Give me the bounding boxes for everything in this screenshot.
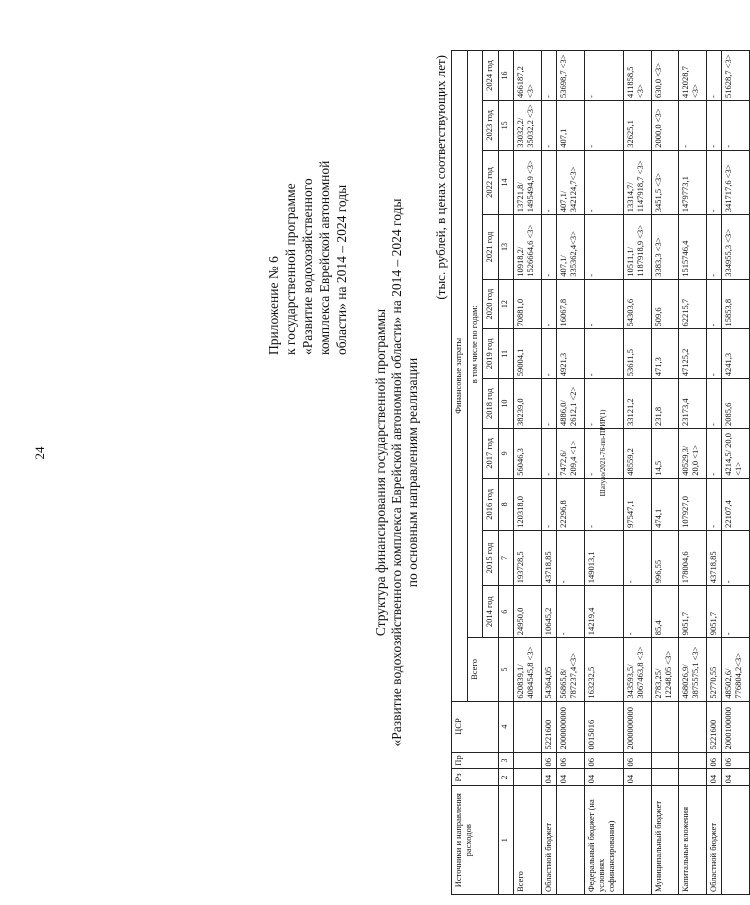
column-number: 15: [498, 101, 514, 151]
table-cell: -: [541, 279, 557, 329]
table-row: [651, 51, 679, 895]
row-label: [557, 786, 585, 895]
table-cell: 85,4: [651, 586, 679, 638]
appendix-line: Приложение № 6: [266, 256, 281, 355]
table-cell: 4921,3: [557, 329, 585, 379]
table-cell: 06: [584, 752, 623, 769]
column-number: 9: [498, 429, 514, 479]
table-cell: -: [706, 379, 722, 429]
table-cell: 33121,2: [624, 379, 652, 429]
table-cell: 22296,8: [557, 478, 585, 530]
table-cell: -: [584, 51, 623, 101]
title-line: «Развитие водохозяйственного комплекса Еврейской автономной области» на 2014 – 2024 годы: [389, 198, 404, 747]
table-cell: -: [541, 150, 557, 214]
appendix-block: [265, 55, 350, 355]
table-cell: -: [722, 530, 750, 585]
table-cell: 474,1: [651, 478, 679, 530]
header-pr: Пр: [452, 752, 499, 769]
table-cell: 04: [706, 769, 722, 786]
table-cell: [514, 752, 542, 769]
table-cell: 97547,1: [624, 478, 652, 530]
table-cell: 14219,4: [584, 586, 623, 638]
column-number: 7: [498, 530, 514, 585]
table-cell: -: [706, 429, 722, 479]
appendix-line: к государственной программе: [283, 183, 298, 355]
table-cell: 4886,0/ 2612,1 <2>: [557, 379, 585, 429]
table-cell: 56865,8/ 787237,4<3>: [557, 638, 585, 701]
table-cell: -: [557, 530, 585, 585]
table-cell: 407,1/ 342124,7<3>: [557, 150, 585, 214]
table-cell: 407,1: [557, 101, 585, 151]
table-cell: 53698,7 <3>: [557, 51, 585, 101]
table-cell: 16067,8: [557, 279, 585, 329]
table-cell: 468026,9/ 3875575,1 <3>: [679, 638, 707, 701]
table-cell: 5221600: [541, 701, 557, 752]
table-cell: 407,1/ 335362,4<3>: [557, 215, 585, 279]
table-cell: 22107,4: [722, 478, 750, 530]
column-number: 16: [498, 51, 514, 101]
appendix-line: «Развитие водохозяйственного: [300, 178, 315, 355]
appendix-line: комплекса Еврейской автономной: [317, 160, 332, 355]
table-cell: -: [584, 478, 623, 530]
title-line: Структура финансирования государственной программы: [373, 308, 388, 637]
table-cell: 2085,6: [722, 379, 750, 429]
table-cell: 40529,3/ 20,0 <1>: [679, 429, 707, 479]
table-cell: 10511,1/ 1187918,9 <3>: [624, 215, 652, 279]
column-number: 3: [498, 752, 514, 769]
table-cell: -: [584, 215, 623, 279]
table-cell: 13721,8/ 1495494,9 <3>: [514, 150, 542, 214]
table-cell: 0015016: [584, 701, 623, 752]
table-cell: -: [722, 101, 750, 151]
table-cell: -: [541, 51, 557, 101]
header-year: 2020 год: [483, 279, 499, 329]
unit-note: (тыс. рублей, в ценах соответствующих лет): [433, 55, 448, 300]
table-cell: -: [541, 429, 557, 479]
table-cell: 2783,25/ 12248,05 <3>: [651, 638, 679, 701]
column-number: 10: [498, 379, 514, 429]
table-cell: 70881,0: [514, 279, 542, 329]
header-year: 2015 год: [483, 530, 499, 585]
table-cell: 47125,2: [679, 329, 707, 379]
table-cell: 06: [706, 752, 722, 769]
table-row: [624, 51, 652, 895]
table-cell: 341717,6 <3>: [722, 150, 750, 214]
table-cell: 2000000000: [557, 701, 585, 752]
table-cell: 51628,7 <3>: [722, 51, 750, 101]
header-year: 2018 год: [483, 379, 499, 429]
table-cell: -: [706, 279, 722, 329]
column-number: 2: [498, 769, 514, 786]
table-cell: 04: [541, 769, 557, 786]
table-cell: 412028,7 <3>: [679, 51, 707, 101]
header-year: 2021 год: [483, 215, 499, 279]
header-year: 2024 год: [483, 51, 499, 101]
table-cell: [514, 769, 542, 786]
table-cell: 2000100000: [722, 701, 750, 752]
table-cell: [679, 701, 707, 752]
table-cell: [651, 701, 679, 752]
table-cell: 9051,7: [679, 586, 707, 638]
table-cell: -: [584, 279, 623, 329]
table-row: [514, 51, 542, 895]
table-cell: -: [722, 586, 750, 638]
table-row: [679, 51, 707, 895]
table-cell: 231,8: [651, 379, 679, 429]
table-cell: 411858,5 <3>: [624, 51, 652, 101]
row-label: Капитальные вложения: [679, 786, 707, 895]
column-number: 14: [498, 150, 514, 214]
table-cell: -: [541, 379, 557, 429]
table-cell: 06: [624, 752, 652, 769]
table-cell: 4241,3: [722, 329, 750, 379]
table-cell: 53611,5: [624, 329, 652, 379]
page-number: 24: [32, 446, 47, 460]
table-cell: 06: [557, 752, 585, 769]
table-cell: 509,6: [651, 279, 679, 329]
table-cell: 04: [624, 769, 652, 786]
table-cell: 43718,85: [706, 530, 722, 585]
table-cell: 120318,0: [514, 478, 542, 530]
table-cell: 59004,1: [514, 329, 542, 379]
header-incl: в том числе по годам:: [467, 51, 483, 638]
table-row: [706, 51, 722, 895]
row-label: Федеральный бюджет (на условиях софинансирования): [584, 786, 623, 895]
header-total: Всего: [467, 638, 498, 701]
table-cell: [651, 752, 679, 769]
table-cell: 107927,0: [679, 478, 707, 530]
table-cell: 48559,2: [624, 429, 652, 479]
table-cell: [651, 769, 679, 786]
column-numbers-row: [498, 51, 514, 895]
table-cell: 1479773,1: [679, 150, 707, 214]
table-cell: 7472,6/ 209,4 <1>: [557, 429, 585, 479]
table-cell: -: [584, 429, 623, 479]
table-cell: -: [679, 101, 707, 151]
table-cell: 14,5: [651, 429, 679, 479]
header-year: 2014 год: [483, 586, 499, 638]
table-cell: -: [706, 329, 722, 379]
column-number: 13: [498, 215, 514, 279]
row-label: Областной бюджет: [541, 786, 557, 895]
column-number: 12: [498, 279, 514, 329]
table-cell: -: [584, 150, 623, 214]
row-label: [722, 786, 750, 895]
table-cell: 3383,3 <3>: [651, 215, 679, 279]
header-csr: ЦСР: [452, 701, 499, 752]
table-cell: 3451,5 <3>: [651, 150, 679, 214]
table-cell: -: [624, 530, 652, 585]
table-cell: 62215,7: [679, 279, 707, 329]
footer-code: Шатуло/2021-76-пп-ПРИР(1): [599, 409, 607, 497]
column-number: 6: [498, 586, 514, 638]
column-number: 1: [498, 786, 514, 895]
table-cell: 5221600: [706, 701, 722, 752]
row-label: [624, 786, 652, 895]
table-cell: 56046,3: [514, 429, 542, 479]
header-source: Источники и направления расходов: [452, 786, 499, 895]
table-cell: -: [706, 215, 722, 279]
table-cell: 06: [722, 752, 750, 769]
table-cell: -: [584, 329, 623, 379]
table-cell: -: [624, 586, 652, 638]
header-year: 2019 год: [483, 329, 499, 379]
table-cell: 2000,0 <3>: [651, 101, 679, 151]
table-cell: -: [541, 478, 557, 530]
table-cell: 630,0 <3>: [651, 51, 679, 101]
header-year: 2017 год: [483, 429, 499, 479]
table-row: [722, 51, 750, 895]
title-line: по основным направлениям реализации: [405, 357, 420, 588]
header-fin: Финансовые затраты: [452, 51, 468, 702]
table-cell: [514, 701, 542, 752]
table-row: [584, 51, 623, 895]
table-cell: 04: [557, 769, 585, 786]
table-cell: 4214,5/ 20,0 <1>: [722, 429, 750, 479]
table-cell: -: [706, 51, 722, 101]
table-cell: 15853,8: [722, 279, 750, 329]
header-year: 2023 год: [483, 101, 499, 151]
column-number: 4: [498, 701, 514, 752]
table-cell: 52770,55: [706, 638, 722, 701]
header-rz: Рз: [452, 769, 499, 786]
table-cell: 04: [584, 769, 623, 786]
table-cell: -: [584, 379, 623, 429]
table-cell: 04: [722, 769, 750, 786]
table-cell: 334955,3 <3>: [722, 215, 750, 279]
table-cell: 13314,7/ 1147918,7 <3>: [624, 150, 652, 214]
table-cell: 32625,1: [624, 101, 652, 151]
table-cell: 620839,1/ 4084545,8 <3>: [514, 638, 542, 701]
financing-table: [451, 50, 750, 895]
table-cell: [679, 752, 707, 769]
table-cell: -: [541, 215, 557, 279]
table-cell: 343593,5/ 3067463,8 <3>: [624, 638, 652, 701]
table-cell: -: [541, 329, 557, 379]
table-cell: 996,55: [651, 530, 679, 585]
table-cell: 1515746,4: [679, 215, 707, 279]
table-cell: 24950,0: [514, 586, 542, 638]
table-cell: 54303,6: [624, 279, 652, 329]
table-cell: -: [541, 101, 557, 151]
header-year: 2016 год: [483, 478, 499, 530]
table-cell: 163232,5: [584, 638, 623, 701]
table-cell: 466187,2 <3>: [514, 51, 542, 101]
table-cell: 2000000000: [624, 701, 652, 752]
row-label: Всего: [514, 786, 542, 895]
table-cell: 33032,2/ 35032,2 <3>: [514, 101, 542, 151]
appendix-line: области» на 2014 – 2024 годы: [334, 184, 349, 355]
table-cell: 9051,7: [706, 586, 722, 638]
table-cell: 471,3: [651, 329, 679, 379]
table-cell: 54364,05: [541, 638, 557, 701]
table-cell: -: [706, 478, 722, 530]
table-cell: -: [706, 101, 722, 151]
table-row: [557, 51, 585, 895]
table-cell: 06: [541, 752, 557, 769]
table-cell: 149013,1: [584, 530, 623, 585]
table-cell: 193728,5: [514, 530, 542, 585]
table-cell: -: [584, 101, 623, 151]
table-cell: 43718,85: [541, 530, 557, 585]
row-label: Муниципальный бюджет: [651, 786, 679, 895]
column-number: 5: [498, 638, 514, 701]
table-cell: 10645,2: [541, 586, 557, 638]
table-row: [541, 51, 557, 895]
document-title: [373, 50, 421, 895]
header-row: [452, 51, 468, 895]
table-cell: 38239,0: [514, 379, 542, 429]
header-year: 2022 год: [483, 150, 499, 214]
column-number: 8: [498, 478, 514, 530]
table-cell: 10918,2/ 1526664,6 <3>: [514, 215, 542, 279]
column-number: 11: [498, 329, 514, 379]
table-cell: [679, 769, 707, 786]
table-cell: -: [557, 586, 585, 638]
table-cell: 23173,4: [679, 379, 707, 429]
table-cell: 48502,6/ 776804,2<3>: [722, 638, 750, 701]
table-cell: 178004,6: [679, 530, 707, 585]
table-cell: -: [706, 150, 722, 214]
row-label: Областной бюджет: [706, 786, 722, 895]
